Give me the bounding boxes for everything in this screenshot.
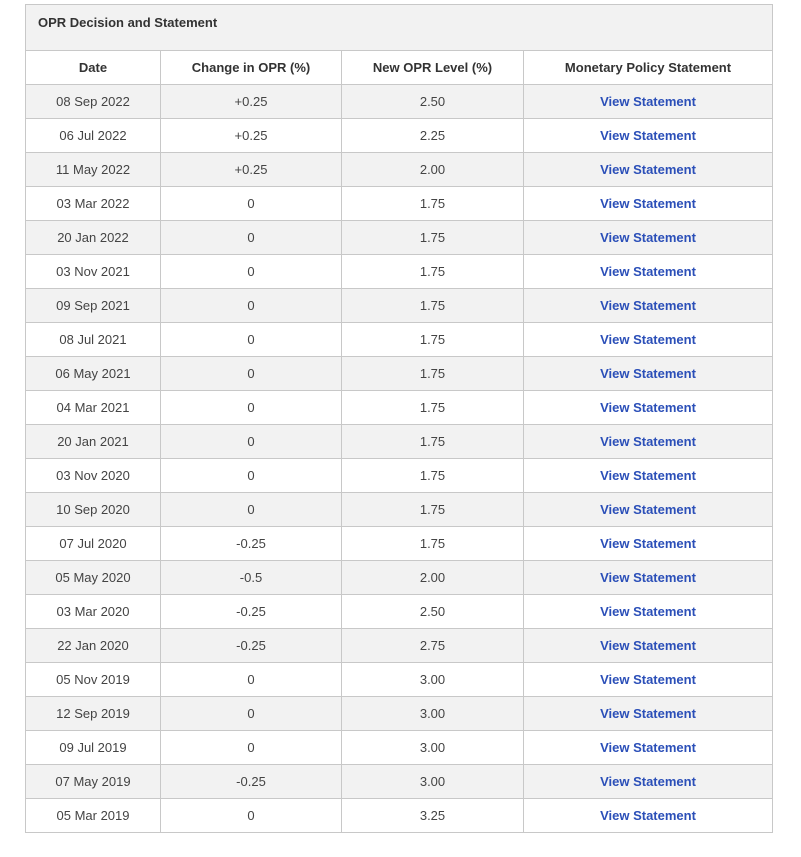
level-cell: 1.75	[342, 459, 524, 493]
table-row	[26, 425, 773, 459]
table-row	[26, 391, 773, 425]
level-cell: 1.75	[342, 255, 524, 289]
statement-cell	[524, 425, 773, 459]
view-statement-link[interactable]: View Statement	[600, 264, 696, 279]
level-cell: 3.00	[342, 697, 524, 731]
change-cell: +0.25	[161, 119, 342, 153]
statement-cell	[524, 323, 773, 357]
view-statement-link[interactable]: View Statement	[600, 298, 696, 313]
change-cell: -0.25	[161, 527, 342, 561]
header-change-in-opr: Change in OPR (%)	[161, 51, 342, 85]
level-cell: 2.00	[342, 153, 524, 187]
table-row	[26, 323, 773, 357]
view-statement-link[interactable]: View Statement	[600, 230, 696, 245]
view-statement-link[interactable]: View Statement	[600, 502, 696, 517]
header-date: Date	[26, 51, 161, 85]
statement-cell	[524, 731, 773, 765]
statement-cell	[524, 697, 773, 731]
header-row	[26, 51, 773, 85]
level-cell: 1.75	[342, 527, 524, 561]
table-row	[26, 255, 773, 289]
date-cell: 05 May 2020	[26, 561, 161, 595]
table-row	[26, 799, 773, 833]
level-cell: 1.75	[342, 493, 524, 527]
statement-cell	[524, 799, 773, 833]
opr-decision-table	[25, 4, 773, 833]
change-cell: 0	[161, 493, 342, 527]
table-row	[26, 153, 773, 187]
change-cell: +0.25	[161, 153, 342, 187]
statement-cell	[524, 187, 773, 221]
statement-cell	[524, 459, 773, 493]
change-cell: 0	[161, 663, 342, 697]
table-row	[26, 187, 773, 221]
statement-cell	[524, 629, 773, 663]
level-cell: 1.75	[342, 289, 524, 323]
level-cell: 1.75	[342, 187, 524, 221]
statement-cell	[524, 527, 773, 561]
date-cell: 06 May 2021	[26, 357, 161, 391]
change-cell: -0.25	[161, 629, 342, 663]
date-cell: 08 Sep 2022	[26, 85, 161, 119]
table-row	[26, 629, 773, 663]
header-monetary-policy-statement: Monetary Policy Statement	[524, 51, 773, 85]
table-row	[26, 697, 773, 731]
date-cell: 04 Mar 2021	[26, 391, 161, 425]
date-cell: 10 Sep 2020	[26, 493, 161, 527]
view-statement-link[interactable]: View Statement	[600, 400, 696, 415]
statement-cell	[524, 221, 773, 255]
level-cell: 2.50	[342, 85, 524, 119]
view-statement-link[interactable]: View Statement	[600, 808, 696, 823]
change-cell: 0	[161, 425, 342, 459]
date-cell: 03 Mar 2020	[26, 595, 161, 629]
view-statement-link[interactable]: View Statement	[600, 94, 696, 109]
date-cell: 08 Jul 2021	[26, 323, 161, 357]
statement-cell	[524, 119, 773, 153]
table-row	[26, 85, 773, 119]
level-cell: 1.75	[342, 425, 524, 459]
date-cell: 07 Jul 2020	[26, 527, 161, 561]
table-row	[26, 221, 773, 255]
view-statement-link[interactable]: View Statement	[600, 468, 696, 483]
level-cell: 2.00	[342, 561, 524, 595]
date-cell: 06 Jul 2022	[26, 119, 161, 153]
change-cell: 0	[161, 697, 342, 731]
table-row	[26, 119, 773, 153]
change-cell: 0	[161, 731, 342, 765]
statement-cell	[524, 391, 773, 425]
statement-cell	[524, 663, 773, 697]
level-cell: 1.75	[342, 323, 524, 357]
table-row	[26, 459, 773, 493]
change-cell: 0	[161, 391, 342, 425]
change-cell: -0.25	[161, 765, 342, 799]
level-cell: 1.75	[342, 221, 524, 255]
view-statement-link[interactable]: View Statement	[600, 638, 696, 653]
table-caption: OPR Decision and Statement	[25, 4, 773, 50]
change-cell: 0	[161, 459, 342, 493]
statement-cell	[524, 493, 773, 527]
statement-cell	[524, 357, 773, 391]
level-cell: 2.75	[342, 629, 524, 663]
view-statement-link[interactable]: View Statement	[600, 604, 696, 619]
level-cell: 3.00	[342, 663, 524, 697]
level-cell: 3.00	[342, 765, 524, 799]
change-cell: 0	[161, 187, 342, 221]
table-row	[26, 561, 773, 595]
date-cell: 20 Jan 2021	[26, 425, 161, 459]
table-body	[26, 85, 773, 833]
date-cell: 20 Jan 2022	[26, 221, 161, 255]
statement-cell	[524, 255, 773, 289]
change-cell: 0	[161, 357, 342, 391]
table-row	[26, 357, 773, 391]
view-statement-link[interactable]: View Statement	[600, 536, 696, 551]
table-row	[26, 493, 773, 527]
view-statement-link[interactable]: View Statement	[600, 740, 696, 755]
date-cell: 03 Nov 2020	[26, 459, 161, 493]
level-cell: 1.75	[342, 357, 524, 391]
table-row	[26, 731, 773, 765]
view-statement-link[interactable]: View Statement	[600, 706, 696, 721]
date-cell: 05 Nov 2019	[26, 663, 161, 697]
view-statement-link[interactable]: View Statement	[600, 434, 696, 449]
table-row	[26, 663, 773, 697]
change-cell: 0	[161, 323, 342, 357]
view-statement-link[interactable]: View Statement	[600, 162, 696, 177]
table-row	[26, 289, 773, 323]
view-statement-link[interactable]: View Statement	[600, 332, 696, 347]
date-cell: 07 May 2019	[26, 765, 161, 799]
date-cell: 03 Nov 2021	[26, 255, 161, 289]
level-cell: 2.25	[342, 119, 524, 153]
statement-cell	[524, 153, 773, 187]
date-cell: 11 May 2022	[26, 153, 161, 187]
level-cell: 2.50	[342, 595, 524, 629]
statement-cell	[524, 289, 773, 323]
change-cell: -0.25	[161, 595, 342, 629]
view-statement-link[interactable]: View Statement	[600, 128, 696, 143]
statement-cell	[524, 85, 773, 119]
date-cell: 22 Jan 2020	[26, 629, 161, 663]
change-cell: 0	[161, 221, 342, 255]
change-cell: -0.5	[161, 561, 342, 595]
date-cell: 12 Sep 2019	[26, 697, 161, 731]
level-cell: 1.75	[342, 391, 524, 425]
change-cell: 0	[161, 255, 342, 289]
opr-table-container	[25, 4, 772, 833]
level-cell: 3.00	[342, 731, 524, 765]
view-statement-link[interactable]: View Statement	[600, 196, 696, 211]
view-statement-link[interactable]: View Statement	[600, 570, 696, 585]
statement-cell	[524, 561, 773, 595]
date-cell: 03 Mar 2022	[26, 187, 161, 221]
statement-cell	[524, 595, 773, 629]
date-cell: 09 Sep 2021	[26, 289, 161, 323]
level-cell: 3.25	[342, 799, 524, 833]
view-statement-link[interactable]: View Statement	[600, 366, 696, 381]
change-cell: 0	[161, 289, 342, 323]
change-cell: +0.25	[161, 85, 342, 119]
view-statement-link[interactable]: View Statement	[600, 774, 696, 789]
table-row	[26, 595, 773, 629]
date-cell: 09 Jul 2019	[26, 731, 161, 765]
table-row	[26, 527, 773, 561]
header-new-opr-level: New OPR Level (%)	[342, 51, 524, 85]
change-cell: 0	[161, 799, 342, 833]
view-statement-link[interactable]: View Statement	[600, 672, 696, 687]
statement-cell	[524, 765, 773, 799]
table-row	[26, 765, 773, 799]
date-cell: 05 Mar 2019	[26, 799, 161, 833]
